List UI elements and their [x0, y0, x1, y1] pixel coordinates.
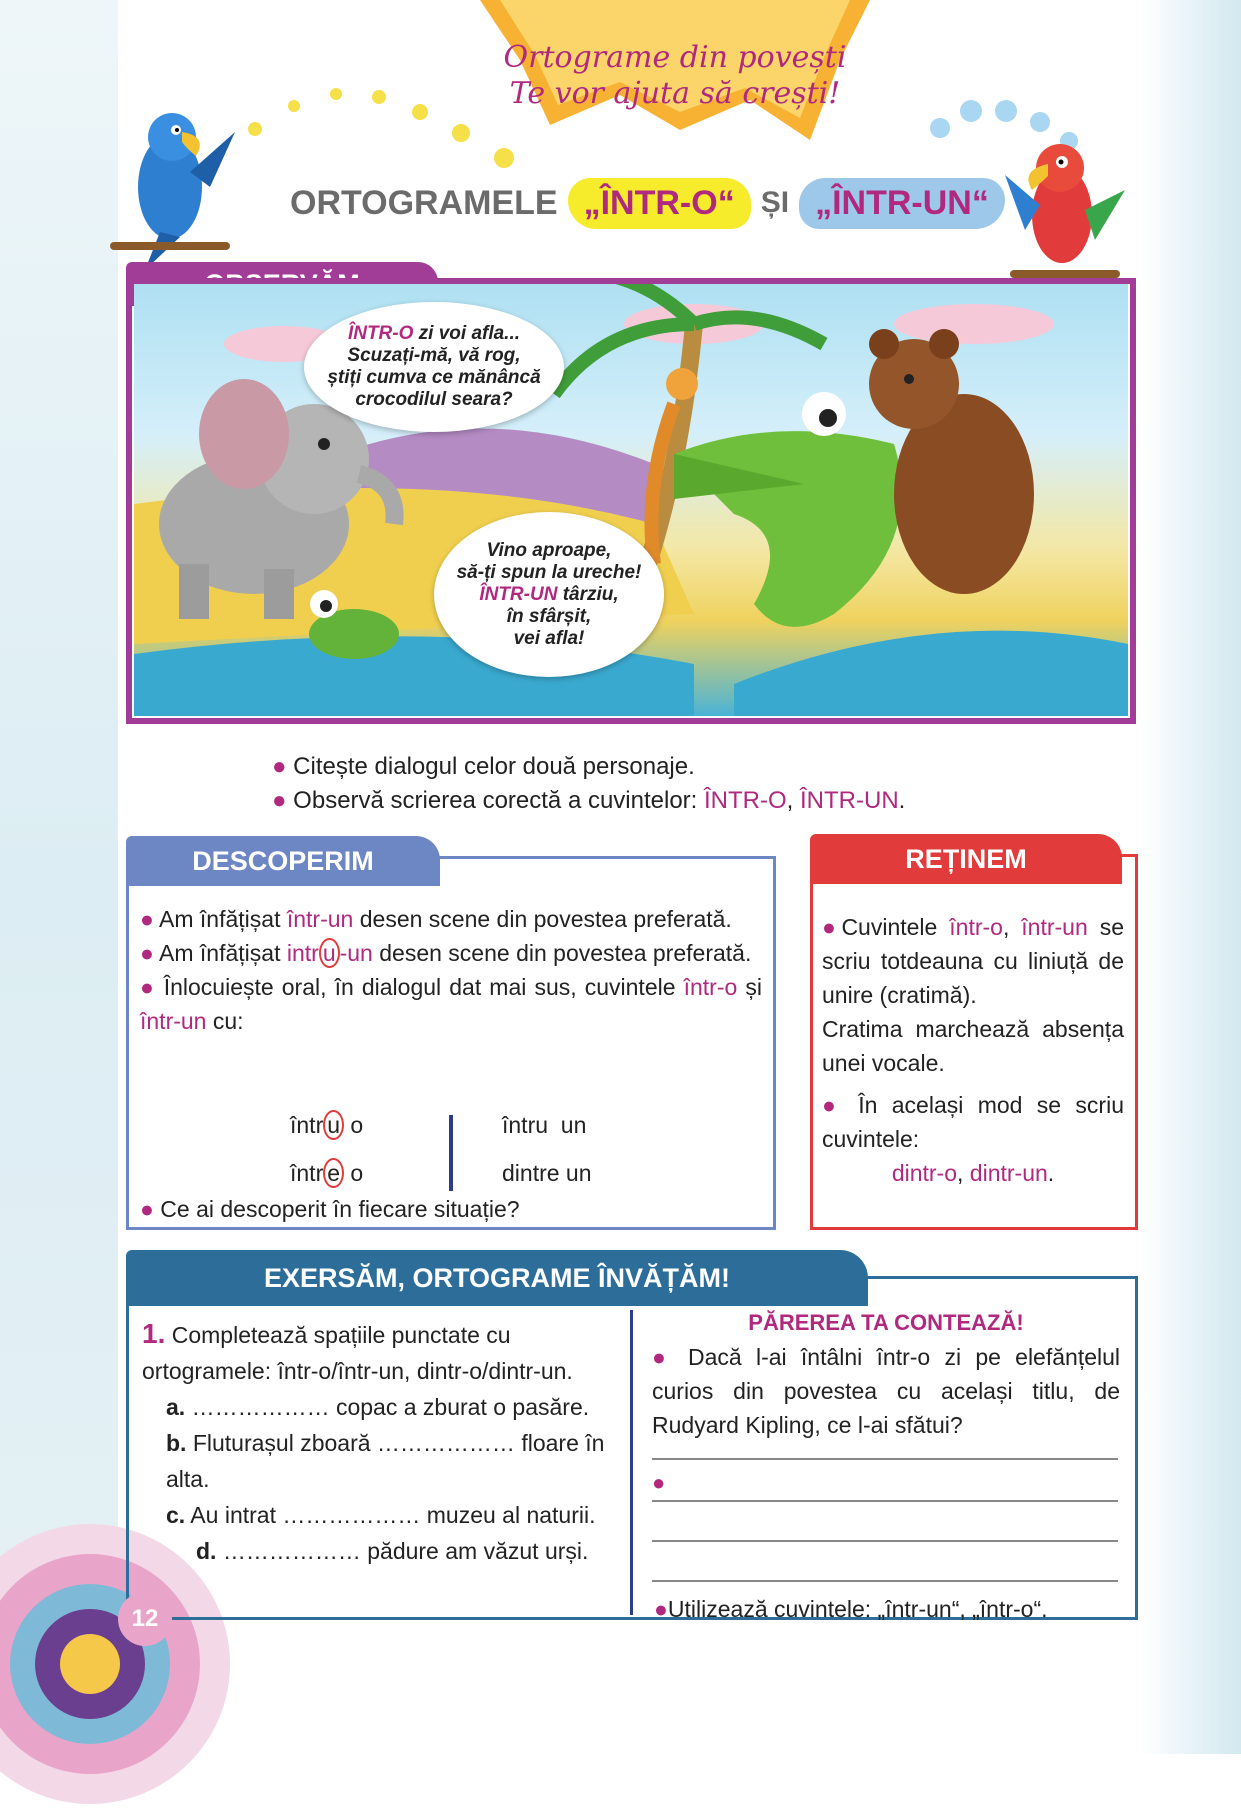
story-illustration: [134, 284, 1128, 716]
parere-use: [654, 1592, 1124, 1626]
bubble1-highlight: ÎNTR-O: [347, 323, 414, 344]
tab-descoperim-label: DESCOPERIM: [192, 845, 374, 876]
replacement-left-2: [290, 1156, 440, 1190]
decor-dot: [930, 118, 950, 138]
answer-line[interactable]: [652, 1580, 1118, 1582]
decor-dot: [1030, 112, 1050, 132]
r1-left-a: într: [290, 1112, 324, 1138]
parere-title: PĂREREA TA CONTEAZĂ!: [748, 1310, 1024, 1335]
bubble2-highlight: ÎNTR-UN: [479, 583, 558, 605]
item-b-text: Fluturașul zboară ……………… floare în alta.: [166, 1430, 605, 1492]
decor-dot: [372, 90, 386, 104]
tab-exersam-label: EXERSĂM, ORTOGRAME ÎNVĂȚĂM!: [263, 1262, 730, 1293]
retinem-p1-word1: într-o: [949, 914, 1003, 940]
descoperim-p2: [140, 936, 762, 970]
descoperim-p4-text: Ce ai descoperit în fiecare situație?: [160, 1196, 520, 1222]
r2-left-a: într: [290, 1160, 324, 1186]
circled-vowel: u: [323, 1110, 344, 1140]
decor-dot: [494, 148, 514, 168]
descoperim-p2-b: desen scene din povestea preferată.: [372, 940, 752, 966]
tab-retinem: [810, 834, 1122, 884]
retinem-p4-word2: dintr-un: [969, 1160, 1048, 1186]
item-a-text: ……………… copac a zburat o pasăre.: [185, 1394, 590, 1420]
banner-line-2: Te vor ajuta să crești!: [509, 76, 841, 111]
descoperim-p2-a: Am înfățișat: [159, 940, 287, 966]
exercise-item-d[interactable]: [142, 1533, 612, 1569]
tab-descoperim: [126, 836, 440, 886]
retinem-p3: [822, 1088, 1124, 1156]
bubble2-line4: în sfârșit,: [506, 605, 592, 627]
answer-line[interactable]: [652, 1500, 1118, 1502]
exercise-item-c[interactable]: [142, 1497, 612, 1533]
retinem-p2: Cratima marchează absența unei vocale.: [822, 1016, 1124, 1076]
decor-dot: [330, 88, 342, 100]
tab-retinem-label: REȚINEM: [905, 843, 1027, 874]
instruction-2-word1: ÎNTR-O: [704, 787, 787, 814]
red-parrot-illustration: [1000, 130, 1130, 295]
decor-dot: [452, 124, 470, 142]
bubble1-line4: crocodilul seara?: [355, 389, 513, 410]
exercise-1-instruction: [142, 1316, 612, 1389]
speech-bubble-crocodile: [434, 512, 664, 677]
bubble2-line3: târziu,: [557, 583, 619, 605]
r1-left-b: o: [344, 1112, 364, 1138]
item-c-label: c.: [166, 1502, 186, 1528]
bullet-dot: ●: [272, 787, 287, 814]
descoperim-p2-word-b: -un: [339, 940, 373, 966]
descoperim-content: [140, 902, 762, 1038]
replacement-left-1: [290, 1108, 440, 1142]
parere-question-text: Dacă l-ai întâlni într-o zi pe elefănțelul curios din povestea cu același titlu, de Rudyard Kipling, ce l-ai sfătui?: [652, 1344, 1121, 1438]
title-word-intr-o: „ÎNTR-O“: [568, 178, 751, 229]
item-c-text: Au intrat ……………… muzeu al naturii.: [185, 1502, 596, 1528]
descoperim-p4: [140, 1192, 760, 1226]
observam-instructions: [272, 750, 905, 818]
title-word-intr-un: „ÎNTR-UN“: [799, 178, 1005, 229]
decor-dot: [288, 100, 300, 112]
instruction-1-text: Citește dialogul celor două personaje.: [293, 753, 695, 780]
exercise-1: [142, 1316, 612, 1569]
bubble2-line2: să-ți spun la ureche!: [456, 561, 642, 583]
blue-parrot-illustration: [100, 92, 240, 272]
parere-question: [652, 1340, 1120, 1442]
replacement-right-2: dintre un: [502, 1160, 592, 1186]
bullet-dot: ●: [140, 1196, 154, 1222]
bullet-dot: ●: [140, 906, 154, 932]
descoperim-p1-a: Am înfățișat: [159, 906, 287, 932]
instruction-2-end: .: [898, 787, 906, 814]
instruction-2-text: Observă scrierea corectă a cuvintelor:: [293, 787, 705, 814]
exercise-item-b[interactable]: [142, 1425, 612, 1497]
banner-line-1: Ortograme din povești: [503, 40, 847, 75]
retinem-p1-word2: într-un: [1021, 914, 1088, 940]
descoperim-p2-word-a: intr: [286, 940, 319, 966]
retinem-p1: [822, 910, 1124, 1012]
descoperim-p1-word: într-un: [286, 906, 354, 932]
bullet-dot: ●: [654, 1596, 668, 1622]
retinem-p1-a: Cuvintele: [841, 914, 950, 940]
instruction-2-word2: ÎNTR-UN: [800, 787, 899, 814]
decor-dot: [412, 104, 428, 120]
bubble2-line1: Vino aproape,: [486, 539, 612, 561]
decor-dot: [960, 100, 982, 122]
answer-line[interactable]: [652, 1458, 1118, 1460]
exercise-instruction-text: Completează spațiile punctate cu ortogramele: într-o/într-un, dintr-o/dintr-un.: [142, 1322, 573, 1384]
page-number-text: 12: [131, 1605, 159, 1632]
decor-dot: [995, 100, 1017, 122]
bubble1-line3: știți cumva ce mănâncă: [327, 367, 541, 388]
item-d-label: d.: [196, 1538, 217, 1564]
circled-vowel: e: [323, 1158, 344, 1188]
retinem-content: [822, 910, 1124, 1190]
circled-vowel: u: [319, 938, 340, 968]
retinem-p4-sep: ,: [957, 1160, 970, 1186]
title-prefix: ORTOGRAMELE: [290, 183, 558, 222]
page-title: [290, 172, 1005, 234]
exercise-number: 1.: [142, 1318, 166, 1349]
descoperim-p3-word2: într-un: [140, 1008, 207, 1034]
bullet-dot: ●: [272, 753, 287, 780]
descoperim-p3: [140, 970, 762, 1038]
decor-dot: [248, 122, 262, 136]
instruction-2-sep: ,: [786, 787, 801, 814]
descoperim-p3-and: și: [737, 974, 762, 1000]
bullet-dot: ●: [822, 914, 842, 940]
descoperim-p3-b: cu:: [206, 1008, 244, 1034]
answer-line[interactable]: [652, 1540, 1118, 1542]
tab-exersam: [126, 1250, 868, 1306]
bullet-dot: ●: [652, 1470, 666, 1495]
retinem-p1-b: se scriu totdeauna cu liniuță de unire (cratimă).: [822, 914, 1124, 1008]
retinem-p4: [822, 1156, 1124, 1190]
right-decorative-margin: [1141, 0, 1241, 1754]
item-d-text: ……………… pădure am văzut urși.: [216, 1538, 589, 1564]
bubble2-line5: vei afla!: [513, 627, 585, 649]
r2-left-b: o: [344, 1160, 364, 1186]
descoperim-p1: [140, 902, 762, 936]
bullet-dot: ●: [822, 1092, 844, 1118]
descoperim-p3-a: Înlocuiește oral, în dialogul dat mai sus, cuvintele: [163, 974, 684, 1000]
instruction-2: [272, 784, 905, 818]
parere-use-text: Utilizează cuvintele: „într-un“, „într-o“.: [667, 1596, 1048, 1622]
descoperim-p1-b: desen scene din povestea preferată.: [353, 906, 732, 932]
exercise-item-a[interactable]: [142, 1389, 612, 1425]
bullet-dot: ●: [652, 1344, 674, 1370]
item-b-label: b.: [166, 1430, 187, 1456]
bullet-dot: ●: [140, 940, 154, 966]
divider: [449, 1115, 453, 1191]
exersam-divider: [630, 1310, 633, 1615]
descoperim-p3-word1: într-o: [683, 974, 738, 1000]
retinem-p1-sep: ,: [1002, 914, 1022, 940]
bullet-dot: ●: [140, 974, 156, 1000]
speech-bubble-elephant: [304, 302, 564, 432]
bubble1-line1: zi voi afla...: [413, 323, 521, 344]
page-number: [118, 1592, 172, 1646]
bubble1-line2: Scuzați-mă, vă rog,: [347, 345, 521, 366]
title-conjunction: ȘI: [760, 186, 790, 219]
instruction-1: [272, 750, 905, 784]
replacement-right-1: întru un: [502, 1112, 587, 1138]
retinem-p3-text: În același mod se scriu cuvintele:: [822, 1092, 1124, 1152]
crocodile: [674, 392, 902, 627]
retinem-p4-word1: dintr-o: [891, 1160, 958, 1186]
retinem-p4-end: .: [1047, 1160, 1055, 1186]
banner-title: [490, 40, 860, 112]
item-a-label: a.: [166, 1394, 186, 1420]
